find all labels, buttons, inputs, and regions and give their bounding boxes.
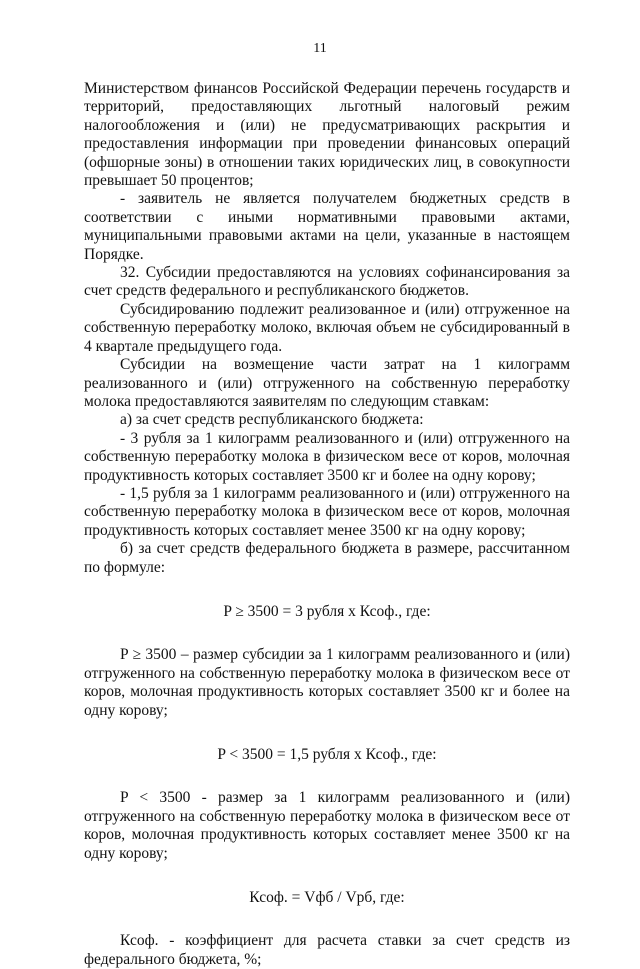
paragraph-regional-budget: а) за счет средств республиканского бюджета: — [120, 411, 424, 429]
paragraph-not-budget-recipient: - заявитель не является получателем бюджетных средств в соответствии с иными нормативными правовыми актами, муниципальными правовыми актами на цели, указанные в настоящем Порядке. — [84, 190, 570, 263]
definition-p-ge-3500: P ≥ 3500 – размер субсидии за 1 килограмм реализованного и (или) отгруженного на собственную переработку молока в физическом весе от коров, молочная продуктивность которых составляет 3500 кг и более на одну корову; — [84, 646, 570, 719]
paragraph-subsidized-milk: Субсидированию подлежит реализованное и (или) отгруженное на собственную переработку молоко, включая объем не субсидированный в 4 квартале предыдущего года. — [84, 300, 570, 355]
definition-p-lt-3500: P < 3500 - размер за 1 килограмм реализованного и (или) отгруженного на собственную переработку молока в физическом весе от коров, молочная продуктивность которых составляет менее 3500 кг на одну корову; — [84, 789, 570, 862]
paragraph-federal-budget: б) за счет средств федерального бюджета в размере, рассчитанном по формуле: — [84, 540, 570, 576]
formula-k-cof: Ксоф. = Vфб / Vрб, где: — [249, 889, 405, 907]
formula-p-lt-3500: P < 3500 = 1,5 рубля x Ксоф., где: — [217, 746, 437, 763]
document-body — [84, 80, 570, 969]
definition-k-cof: Ксоф. - коэффициент для расчета ставки за счет средств из федерального бюджета, %; — [84, 932, 570, 968]
paragraph-rate-1-5-rub: - 1,5 рубля за 1 килограмм реализованного и (или) отгруженного на собственную переработку молока в физическом весе от коров, молочная продуктивность которых составляет менее 3500 кг на одну корову; — [84, 484, 570, 539]
page-number: 11 — [313, 41, 327, 56]
paragraph-offshore-continuation: Министерством финансов Российской Федерации перечень государств и территорий, предоставляющих льготный налоговый режим налогообложения и (или) не предусматривающих раскрытия и предоставления информации при проведении финансовых операций (офшорные зоны) в отношении таких юридических лиц, в совокупности превышает 50 процентов; — [84, 80, 570, 190]
paragraph-32-cofinancing: 32. Субсидии предоставляются на условиях софинансирования за счет средств федерального и республиканского бюджетов. — [84, 264, 570, 300]
formula-p-ge-3500: P ≥ 3500 = 3 рубля x Ксоф., где: — [223, 602, 431, 620]
paragraph-rates-intro: Субсидии на возмещение части затрат на 1 килограмм реализованного и (или) отгруженного на собственную переработку молока предоставляются заявителям по следующим ставкам: — [84, 356, 570, 410]
paragraph-rate-3-rub: - 3 рубля за 1 килограмм реализованного и (или) отгруженного на собственную переработку молока в физическом весе от коров, молочная продуктивность которых составляет 3500 кг и более на одну корову; — [84, 429, 570, 484]
